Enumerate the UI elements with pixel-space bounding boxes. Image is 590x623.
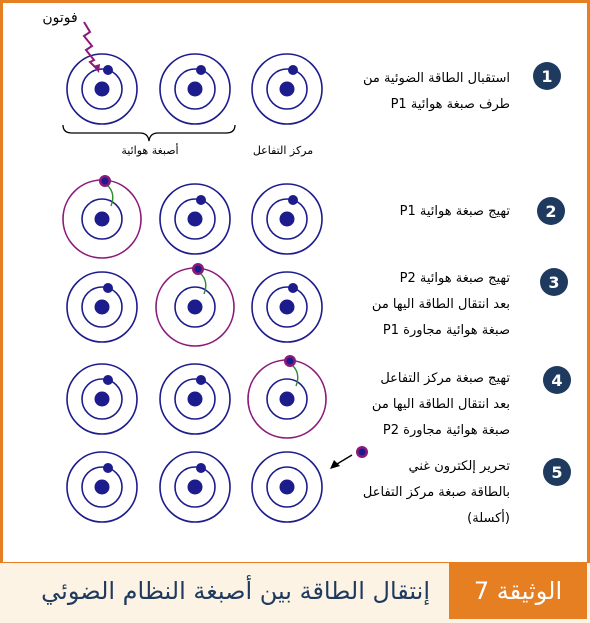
electron	[288, 65, 298, 75]
electron	[288, 283, 298, 293]
pigment-nucleus	[188, 392, 203, 407]
photon-label: فوتون	[42, 10, 78, 26]
pigment-nucleus	[280, 82, 295, 97]
step-1-text: استقبال الطاقة الضوئية من طرف صبغة هوائية P1	[362, 71, 510, 112]
release-arrow-head	[330, 460, 340, 469]
step-4-badge: 4	[543, 366, 571, 394]
step-2-badge: 2	[537, 197, 565, 225]
electron	[196, 65, 206, 75]
electron	[196, 375, 206, 385]
electron	[103, 65, 113, 75]
document-label: الوثيقة 7	[449, 563, 587, 619]
pigment-nucleus	[188, 300, 203, 315]
pigment-nucleus	[95, 392, 110, 407]
transition-arc	[200, 273, 206, 294]
pigment-nucleus	[280, 480, 295, 495]
photon-ray	[84, 22, 98, 70]
step-5-text: تحرير إلكترون غني بالطاقة صبغة مركز التفاعل (أكسلة)	[362, 459, 510, 526]
transition-arc	[292, 365, 298, 386]
document-footer	[0, 562, 590, 623]
pigment-nucleus	[95, 300, 110, 315]
electron	[103, 375, 113, 385]
transition-arc	[107, 185, 113, 206]
document-title: إنتقال الطاقة بين أصبغة النظام الضوئي	[41, 577, 430, 605]
pigment-nucleus	[95, 212, 110, 227]
step-3-badge: 3	[540, 268, 568, 296]
excited-electron-core	[287, 358, 294, 365]
step-3-text: تهيج صبغة هوائية P2 بعد انتقال الطاقة اليها من صبغة هوائية مجاورة P1	[371, 271, 510, 338]
electron	[288, 195, 298, 205]
pigment-nucleus	[95, 82, 110, 97]
electron	[103, 283, 113, 293]
pigment-nucleus	[188, 82, 203, 97]
pigment-nucleus	[280, 212, 295, 227]
step-5-badge: 5	[543, 458, 571, 486]
step-1-badge: 1	[533, 62, 561, 90]
reaction-center-label: مركز التفاعل	[252, 144, 314, 157]
electron	[103, 463, 113, 473]
step-2-text: تهيج صبغة هوائية P1	[399, 204, 510, 219]
excited-electron-core	[195, 266, 202, 273]
pigment-nucleus	[188, 212, 203, 227]
electron	[196, 195, 206, 205]
antenna-brace	[63, 125, 235, 141]
electron	[196, 463, 206, 473]
pigment-nucleus	[95, 480, 110, 495]
excited-electron-core	[102, 178, 109, 185]
pigment-nucleus	[280, 392, 295, 407]
step-4-text: تهيج صبغة مركز التفاعل بعد انتقال الطاقة اليها من صبغة هوائية مجاورة P2	[371, 371, 510, 438]
antenna-label: أصبغة هوائية	[121, 144, 179, 157]
pigment-nucleus	[280, 300, 295, 315]
pigment-nucleus	[188, 480, 203, 495]
